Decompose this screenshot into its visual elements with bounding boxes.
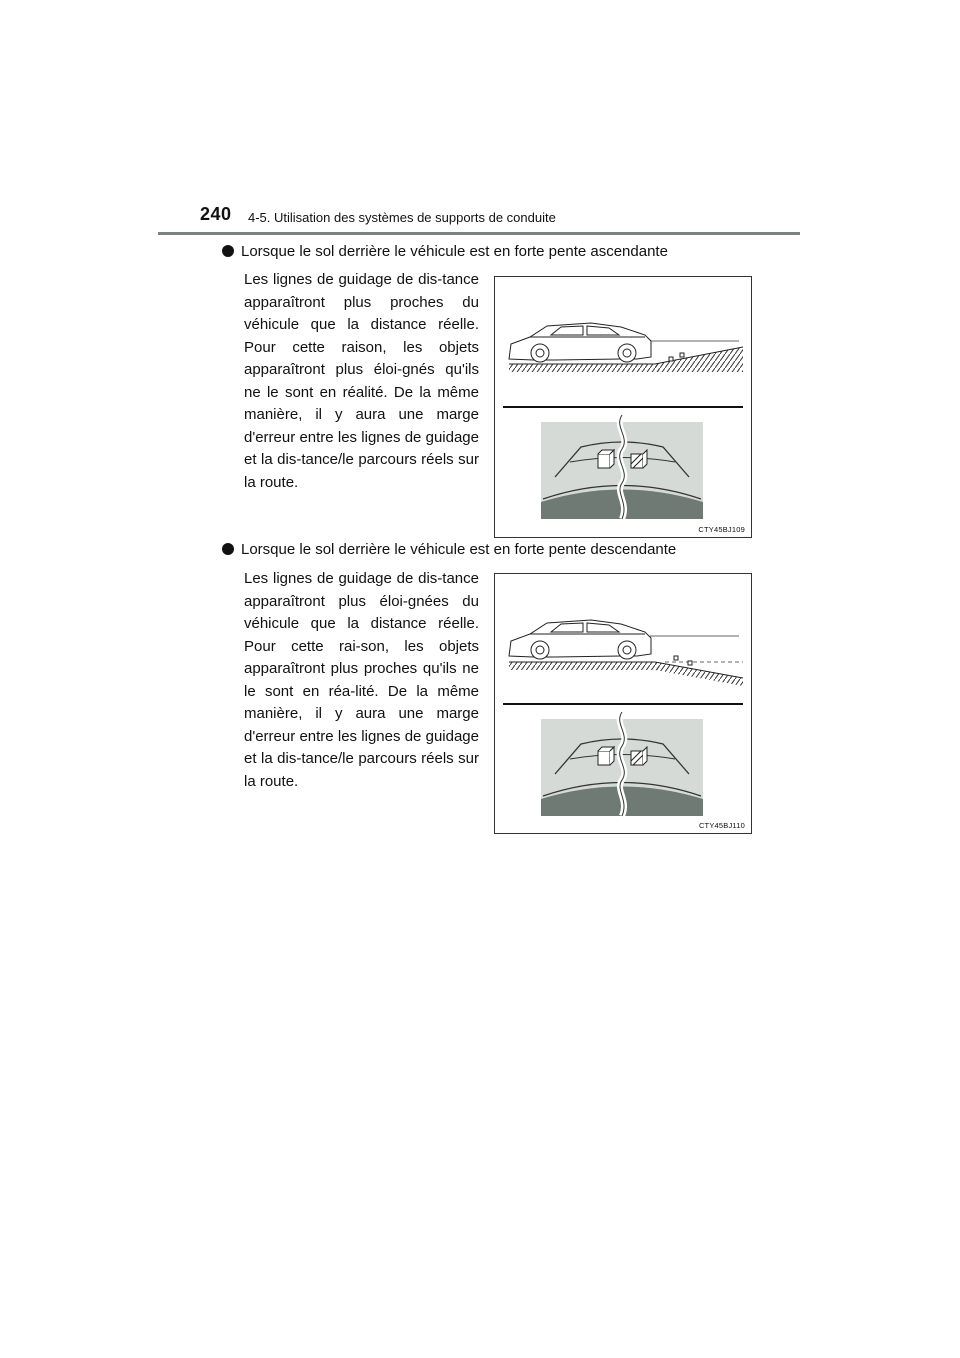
figure-code: CTY45BJ109 <box>698 525 745 534</box>
camera-screen <box>541 712 703 816</box>
figure-uphill <box>494 276 752 538</box>
bullet-icon <box>222 543 234 555</box>
page-header <box>200 202 800 236</box>
car-icon <box>509 620 651 659</box>
header-rule <box>158 232 800 235</box>
bullet-downhill-text: Lorsque le sol derrière le véhicule est en forte pente descendante <box>241 541 677 558</box>
downhill-illustration <box>495 574 751 833</box>
paragraph-downhill: Les lignes de guidage de dis-tance apparaîtront plus éloi-gnées du véhicule que la distance réelle. Pour cette rai-son, les objets apparaîtront plus proches qu'ils ne le sont en réa-lité. De la même manière, il y aura une marge d'erreur entre les lignes de guidage et la dis-tance/le parcours réels sur la route. <box>244 570 479 790</box>
uphill-illustration <box>495 277 751 537</box>
obstacle-box-icon <box>598 747 614 765</box>
figure-downhill <box>494 573 752 834</box>
bullet-downhill <box>222 541 676 558</box>
page-number: 240 <box>200 204 232 224</box>
car-icon <box>509 323 651 362</box>
bullet-icon <box>222 245 234 257</box>
figure-code: CTY45BJ110 <box>698 821 745 830</box>
bullet-uphill <box>222 243 668 260</box>
camera-screen <box>541 415 703 519</box>
bullet-uphill-text: Lorsque le sol derrière le véhicule est en forte pente ascendante <box>241 243 668 260</box>
section-title: 4-5. Utilisation des systèmes de supports de conduite <box>248 210 556 225</box>
paragraph-uphill: Les lignes de guidage de dis-tance apparaîtront plus proches du véhicule que la distance réelle. Pour cette raison, les objets apparaîtront plus éloi-gnés qu'ils ne le sont en réalité. De la même manière, il y aura une marge d'erreur entre les lignes de guidage et la dis-tance/le parcours réels sur la route. <box>244 271 479 491</box>
obstacle-box-icon <box>598 450 614 468</box>
